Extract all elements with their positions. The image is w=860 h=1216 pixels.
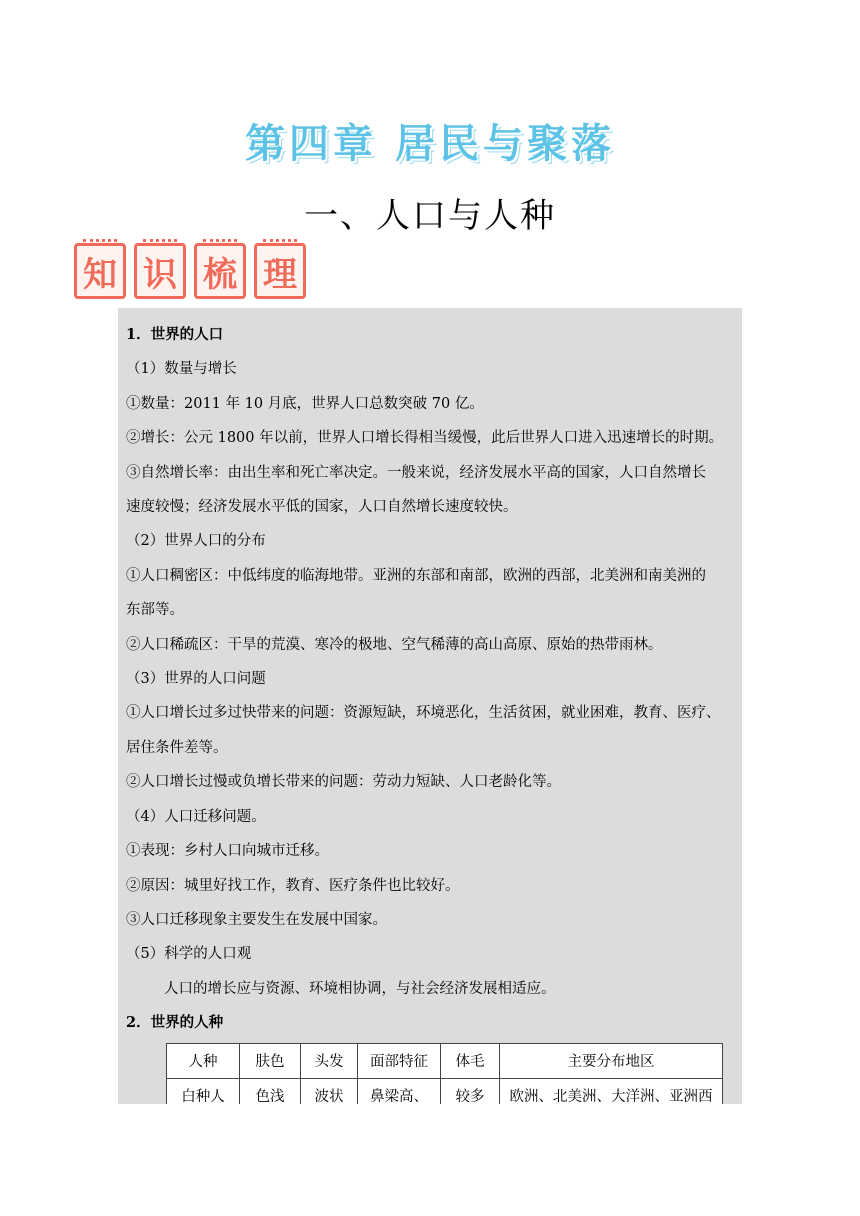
table-header-cell: 面部特征 xyxy=(358,1043,441,1078)
table-cell: 色浅 xyxy=(240,1078,301,1104)
table-cell: 白种人 xyxy=(167,1078,240,1104)
paragraph: ①人口增长过多过快带来的问题：资源短缺，环境恶化，生活贫困，就业困难，教育、医疗、 xyxy=(126,705,721,722)
table-cell: 较多 xyxy=(441,1078,500,1104)
paragraph: 居住条件差等。 xyxy=(126,739,228,756)
banner-char: 识 xyxy=(134,243,186,299)
table-header-cell: 头发 xyxy=(301,1043,358,1078)
table-header-cell: 体毛 xyxy=(441,1043,500,1078)
subheading: （5）科学的人口观 xyxy=(126,946,252,963)
paragraph: ②人口增长过慢或负增长带来的问题：劳动力短缺、人口老龄化等。 xyxy=(126,774,561,791)
paragraph: 人口的增长应与资源、环境相协调，与社会经济发展相适应。 xyxy=(164,980,556,997)
section-heading-races: 2．世界的人种 xyxy=(126,1014,224,1032)
paragraph: ②原因：城里好找工作，教育、医疗条件也比较好。 xyxy=(126,877,460,894)
subheading: （3）世界的人口问题 xyxy=(126,671,266,688)
section-heading-population: 1．世界的人口 xyxy=(126,326,224,343)
knowledge-content-box xyxy=(118,308,742,1104)
paragraph: ③人口迁移现象主要发生在发展中国家。 xyxy=(126,911,387,928)
table-row xyxy=(167,1078,723,1104)
paragraph: ②增长：公元 1800 年以前，世界人口增长得相当缓慢，此后世界人口进入迅速增长的时期。 xyxy=(126,430,724,447)
paragraph: ①表现：乡村人口向城市迁移。 xyxy=(126,843,329,860)
banner-char: 理 xyxy=(254,243,306,299)
chapter-title: 第四章 居民与聚落 xyxy=(245,121,615,167)
paragraph: 东部等。 xyxy=(126,602,184,619)
paragraph: ①数量：2011 年 10 月底，世界人口总数突破 70 亿。 xyxy=(126,395,484,412)
table-cell: 波状 xyxy=(301,1078,358,1104)
table-header-row xyxy=(167,1043,723,1078)
paragraph: ②人口稀疏区：干旱的荒漠、寒冷的极地、空气稀薄的高山高原、原始的热带雨林。 xyxy=(126,636,663,653)
banner-char: 梳 xyxy=(194,243,246,299)
subheading: （1）数量与增长 xyxy=(126,361,237,378)
section-title: 一、人口与人种 xyxy=(304,196,556,236)
table-header-cell: 肤色 xyxy=(240,1043,301,1078)
paragraph: ①人口稠密区：中低纬度的临海地带。亚洲的东部和南部，欧洲的西部，北美洲和南美洲的 xyxy=(126,567,706,584)
table-cell: 鼻梁高、 xyxy=(358,1078,441,1104)
knowledge-review-banner xyxy=(74,243,306,299)
paragraph: ③自然增长率：由出生率和死亡率决定。一般来说，经济发展水平高的国家，人口自然增长 xyxy=(126,464,706,481)
subheading: （4）人口迁移问题。 xyxy=(126,808,266,825)
table-header-cell: 人种 xyxy=(167,1043,240,1078)
table-cell: 欧洲、北美洲、大洋洲、亚洲西 xyxy=(500,1078,723,1104)
banner-char: 知 xyxy=(74,243,126,299)
subheading: （2）世界人口的分布 xyxy=(126,533,266,550)
paragraph: 速度较慢；经济发展水平低的国家，人口自然增长速度较快。 xyxy=(126,499,518,516)
race-table xyxy=(166,1043,723,1104)
table-header-cell: 主要分布地区 xyxy=(500,1043,723,1078)
